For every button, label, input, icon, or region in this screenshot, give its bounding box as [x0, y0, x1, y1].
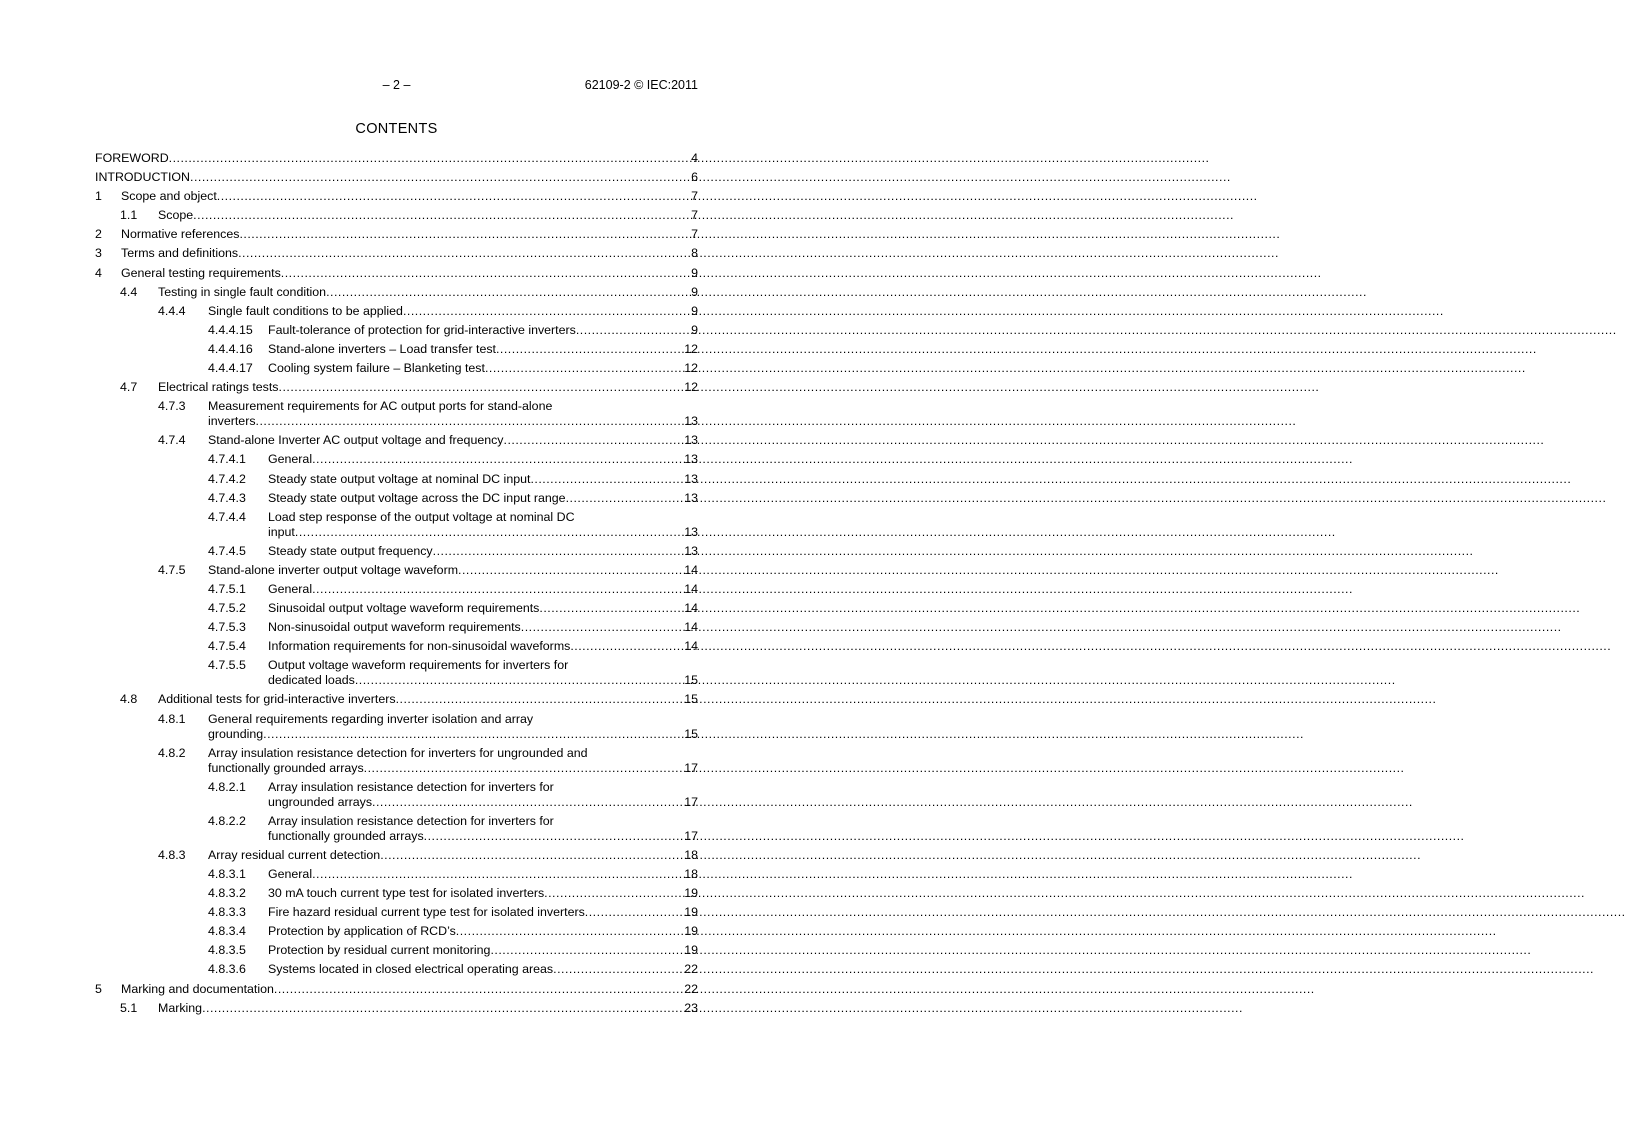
- dot-leader: [485, 361, 683, 376]
- toc-entry-number: 4.4.4.17: [208, 361, 253, 376]
- toc-entry[interactable]: [95, 189, 698, 204]
- toc-entry-title: Additional tests for grid-interactive inverters: [158, 692, 396, 707]
- toc-entry-title: Array residual current detection: [208, 847, 381, 862]
- toc-entry-title: General: [268, 581, 313, 596]
- toc-entry-number: 5: [95, 981, 102, 996]
- toc-entry[interactable]: [95, 380, 698, 395]
- toc-entry-title: Steady state output frequency: [268, 543, 433, 558]
- dot-leader: [202, 1001, 683, 1016]
- toc-entry-page: 14: [684, 562, 698, 577]
- toc-entry-title: Protection by residual current monitoring: [268, 943, 491, 958]
- dot-leader: [364, 761, 684, 776]
- toc-entry-page: 14: [684, 601, 698, 616]
- toc-entry-title: Scope and object: [121, 189, 217, 204]
- toc-entry-page: 9: [691, 284, 698, 299]
- toc-entry[interactable]: [95, 924, 698, 939]
- toc-entry-page: 19: [684, 943, 698, 958]
- dot-leader: [372, 795, 683, 810]
- toc-entry-number: 4.7.4.3: [208, 490, 246, 505]
- toc-entry-number: 3: [95, 246, 102, 261]
- toc-entry-number: 5.1: [120, 1000, 138, 1015]
- toc-entry-title: General testing requirements: [121, 265, 281, 280]
- toc-entry-number: 4.7.5.1: [208, 581, 246, 596]
- toc-entry[interactable]: [95, 491, 698, 506]
- document-reference: 62109-2 © IEC:2011: [584, 78, 698, 92]
- toc-entry[interactable]: [95, 780, 698, 810]
- toc-entry-page: 13: [684, 414, 698, 429]
- dot-leader: [312, 582, 683, 597]
- toc-entry[interactable]: [95, 712, 698, 742]
- dot-leader: [490, 943, 683, 958]
- toc-entry-number: 4.7.5: [158, 562, 186, 577]
- toc-entry-page: 15: [684, 673, 698, 688]
- toc-entry-page: 13: [684, 524, 698, 539]
- toc-entry-title: Cooling system failure – Blanketing test: [268, 361, 485, 376]
- toc-entry[interactable]: [95, 620, 698, 635]
- toc-entry-page: 9: [691, 303, 698, 318]
- toc-entry[interactable]: [95, 867, 698, 882]
- toc-entry[interactable]: [95, 746, 698, 776]
- toc-entry-page: 17: [684, 828, 698, 843]
- toc-entry-number: 4.7.5.4: [208, 639, 246, 654]
- toc-entry-title: Stand-alone Inverter AC output voltage and frequency: [208, 433, 504, 448]
- toc-entry[interactable]: [95, 563, 698, 578]
- toc-entry-title: Fire hazard residual current type test for isolated inverters: [268, 905, 585, 920]
- dot-leader: [274, 982, 683, 997]
- toc-entry[interactable]: [95, 246, 698, 261]
- toc-entry-number: 4.7.5.2: [208, 601, 246, 616]
- toc-entry-title-line1: General requirements regarding inverter isolation and array: [208, 711, 534, 726]
- dot-leader: [355, 673, 683, 688]
- toc-entry-page: 13: [684, 543, 698, 558]
- dot-leader: [553, 962, 683, 977]
- dot-leader: [263, 727, 683, 742]
- toc-entry-number: 4.8.2.1: [208, 779, 246, 794]
- toc-entry-page: 19: [684, 886, 698, 901]
- toc-entry-number: 1.1: [120, 208, 138, 223]
- toc-entry[interactable]: [95, 886, 698, 901]
- toc-entry[interactable]: [95, 848, 698, 863]
- toc-entry-page: 9: [691, 265, 698, 280]
- dot-leader: [190, 170, 690, 185]
- toc-entry-title: dedicated loads: [268, 673, 355, 688]
- toc-entry-number: 4.7.4.1: [208, 452, 246, 467]
- toc-entry-number: 4.8.2.2: [208, 813, 246, 828]
- dot-leader: [281, 266, 690, 281]
- toc-entry-page: 22: [684, 962, 698, 977]
- toc-entry-page: 12: [684, 341, 698, 356]
- toc-entry-page: 12: [684, 380, 698, 395]
- dot-leader: [326, 285, 690, 300]
- dot-leader: [570, 639, 683, 654]
- toc-entry-number: 4.8.3.6: [208, 962, 246, 977]
- dot-leader: [539, 601, 683, 616]
- toc-entry-number: 4.8: [120, 692, 138, 707]
- toc-entry-title: ungrounded arrays: [268, 794, 373, 809]
- dot-leader: [193, 208, 690, 223]
- toc-entry-title: General: [268, 452, 313, 467]
- toc-entry-title: inverters: [208, 414, 256, 429]
- toc-entry[interactable]: [95, 151, 698, 166]
- toc-entry-page: 15: [684, 692, 698, 707]
- toc-entry-page: 22: [684, 981, 698, 996]
- toc-entry-number: 4.7.4.2: [208, 471, 246, 486]
- dot-leader: [424, 829, 684, 844]
- toc-entry[interactable]: [95, 658, 698, 688]
- toc-entry-number: 4.7.5.3: [208, 620, 246, 635]
- toc-entry-title: Steady state output voltage at nominal DC input: [268, 471, 531, 486]
- toc-entry-page: 19: [684, 905, 698, 920]
- toc-entry-title: Systems located in closed electrical operating areas: [268, 962, 554, 977]
- dot-leader: [433, 544, 684, 559]
- dot-leader: [312, 452, 683, 467]
- toc-entry[interactable]: [95, 227, 698, 242]
- toc-entry[interactable]: [95, 639, 698, 654]
- toc-entry-title: Terms and definitions: [121, 246, 239, 261]
- toc-entry-page: 7: [691, 189, 698, 204]
- dot-leader: [169, 151, 690, 166]
- toc-entry-number: 4.7.4: [158, 433, 186, 448]
- toc-entry-page: 7: [691, 227, 698, 242]
- dot-leader: [279, 380, 684, 395]
- toc-entry-title: Stand-alone inverters – Load transfer test: [268, 341, 496, 356]
- page-header: [0, 78, 793, 94]
- toc-entry-page: 19: [684, 924, 698, 939]
- dot-leader: [521, 620, 683, 635]
- dot-leader: [456, 924, 683, 939]
- toc-entry-title: Marking: [158, 1000, 203, 1015]
- dot-leader: [396, 692, 684, 707]
- dot-leader: [239, 227, 690, 242]
- toc-entry-number: 4.4.4: [158, 303, 186, 318]
- toc-entry-title: Protection by application of RCD’s: [268, 924, 456, 939]
- toc-entry-title-line1: Load step response of the output voltage at nominal DC: [268, 509, 575, 524]
- toc-entry-title: functionally grounded arrays: [268, 828, 424, 843]
- toc-entry-number: 4: [95, 265, 102, 280]
- toc-entry[interactable]: [95, 814, 698, 844]
- dot-leader: [496, 342, 683, 357]
- table-of-contents: [95, 151, 698, 1020]
- dot-leader: [238, 246, 690, 261]
- toc-entry-title-line1: Measurement requirements for AC output ports for stand-alone: [208, 399, 553, 414]
- toc-entry-number: 4.8.3.4: [208, 924, 246, 939]
- toc-entry[interactable]: [95, 285, 698, 300]
- toc-entry-title-line1: Array insulation resistance detection for inverters for ungrounded and: [208, 745, 588, 760]
- dot-leader: [217, 189, 690, 204]
- toc-entry-number: 4.4.4.15: [208, 322, 253, 337]
- dot-leader: [576, 323, 690, 338]
- dot-leader: [403, 304, 690, 319]
- toc-entry-number: 4.8.2: [158, 745, 186, 760]
- toc-entry-number: 4.7.5.5: [208, 658, 246, 673]
- toc-entry-number: 4.8.3.1: [208, 867, 246, 881]
- toc-entry-title: Steady state output voltage across the DC input range: [268, 490, 566, 505]
- toc-entry[interactable]: [95, 433, 698, 448]
- toc-entry-title-line1: Array insulation resistance detection for inverters for: [268, 813, 554, 828]
- toc-entry-page: 17: [684, 794, 698, 809]
- toc-entry[interactable]: [95, 266, 698, 281]
- toc-entry-title: grounding: [208, 726, 264, 741]
- toc-entry-page: 4: [691, 151, 698, 165]
- toc-entry[interactable]: [95, 582, 698, 597]
- toc-entry[interactable]: [95, 361, 698, 376]
- dot-leader: [585, 905, 683, 920]
- toc-entry-number: 4.8.3: [158, 847, 186, 862]
- dot-leader: [566, 491, 684, 506]
- toc-entry-page: 7: [691, 208, 698, 223]
- toc-entry[interactable]: [95, 1001, 698, 1016]
- toc-entry-number: 4.7: [120, 380, 138, 395]
- toc-entry-title: FOREWORD: [95, 151, 169, 165]
- dot-leader: [380, 848, 683, 863]
- toc-entry[interactable]: [95, 323, 698, 338]
- toc-entry-page: 15: [684, 726, 698, 741]
- toc-entry-page: 14: [684, 620, 698, 635]
- toc-entry[interactable]: [95, 399, 698, 429]
- toc-entry-title: functionally grounded arrays: [208, 760, 364, 775]
- toc-entry-title: Single fault conditions to be applied: [208, 303, 403, 318]
- toc-entry[interactable]: [95, 510, 698, 540]
- contents-title: CONTENTS: [355, 121, 438, 137]
- toc-entry-page: 14: [684, 581, 698, 596]
- toc-entry-page: 13: [684, 490, 698, 505]
- toc-entry-page: 14: [684, 639, 698, 654]
- toc-entry-title: Stand-alone inverter output voltage waveform: [208, 562, 459, 577]
- toc-entry[interactable]: [95, 962, 698, 977]
- toc-entry-title: General: [268, 867, 313, 881]
- dot-leader: [312, 867, 683, 882]
- toc-entry-title: INTRODUCTION: [95, 170, 190, 185]
- toc-entry-number: 4.8.1: [158, 711, 186, 726]
- toc-entry-page: 13: [684, 452, 698, 467]
- dot-leader: [295, 525, 683, 540]
- dot-leader: [530, 472, 683, 487]
- toc-entry[interactable]: [95, 472, 698, 487]
- toc-entry-title: Scope: [158, 208, 194, 223]
- toc-entry-title: Marking and documentation: [121, 981, 274, 996]
- toc-entry-page: 13: [684, 433, 698, 448]
- dot-leader: [544, 886, 683, 901]
- toc-entry-number: 4.8.3.5: [208, 943, 246, 958]
- toc-entry-page: 6: [691, 170, 698, 185]
- toc-entry-page: 8: [691, 246, 698, 261]
- toc-entry[interactable]: [95, 304, 698, 319]
- dot-leader: [504, 433, 684, 448]
- page-number: – 2 –: [382, 78, 411, 92]
- toc-entry-number: 4.7.4.4: [208, 509, 246, 524]
- toc-entry[interactable]: [95, 544, 698, 559]
- toc-entry-title: Information requirements for non-sinusoidal waveforms: [268, 639, 571, 654]
- toc-entry[interactable]: [95, 905, 698, 920]
- toc-entry[interactable]: [95, 452, 698, 467]
- toc-entry-title: Sinusoidal output voltage waveform requirements: [268, 601, 540, 616]
- toc-entry-number: 4.8.3.3: [208, 905, 246, 920]
- toc-entry-number: 4.8.3.2: [208, 886, 246, 901]
- toc-entry-page: 12: [684, 361, 698, 376]
- toc-entry-title: input: [268, 524, 295, 539]
- toc-entry-number: 4.4: [120, 284, 138, 299]
- toc-entry-title-line1: Output voltage waveform requirements for inverters for: [268, 658, 569, 673]
- toc-entry-page: 18: [684, 867, 698, 881]
- toc-entry-number: 4.7.4.5: [208, 543, 246, 558]
- toc-entry-page: 18: [684, 847, 698, 862]
- toc-entry[interactable]: [95, 943, 698, 958]
- toc-entry[interactable]: [95, 601, 698, 616]
- toc-entry-title: Normative references: [121, 227, 240, 242]
- dot-leader: [256, 414, 684, 429]
- toc-entry-page: 23: [684, 1000, 698, 1015]
- toc-entry-number: 4.4.4.16: [208, 341, 253, 356]
- toc-entry[interactable]: [95, 170, 698, 185]
- toc-entry-title-line1: Array insulation resistance detection for inverters for: [268, 779, 554, 794]
- toc-entry-number: 2: [95, 227, 102, 242]
- toc-entry-page: 13: [684, 471, 698, 486]
- toc-entry[interactable]: [95, 342, 698, 357]
- toc-entry-title: 30 mA touch current type test for isolated inverters: [268, 886, 545, 901]
- toc-entry-title: Testing in single fault condition: [158, 284, 327, 299]
- toc-entry-page: 9: [691, 322, 698, 337]
- toc-entry[interactable]: [95, 982, 698, 997]
- toc-entry[interactable]: [95, 692, 698, 707]
- toc-entry[interactable]: [95, 208, 698, 223]
- dot-leader: [458, 563, 683, 578]
- toc-entry-number: 1: [95, 189, 102, 204]
- toc-entry-page: 17: [684, 760, 698, 775]
- toc-entry-title: Non-sinusoidal output waveform requirements: [268, 620, 521, 635]
- toc-entry-title: Fault-tolerance of protection for grid-interactive inverters: [268, 322, 576, 337]
- toc-entry-title: Electrical ratings tests: [158, 380, 279, 395]
- toc-entry-number: 4.7.3: [158, 399, 186, 414]
